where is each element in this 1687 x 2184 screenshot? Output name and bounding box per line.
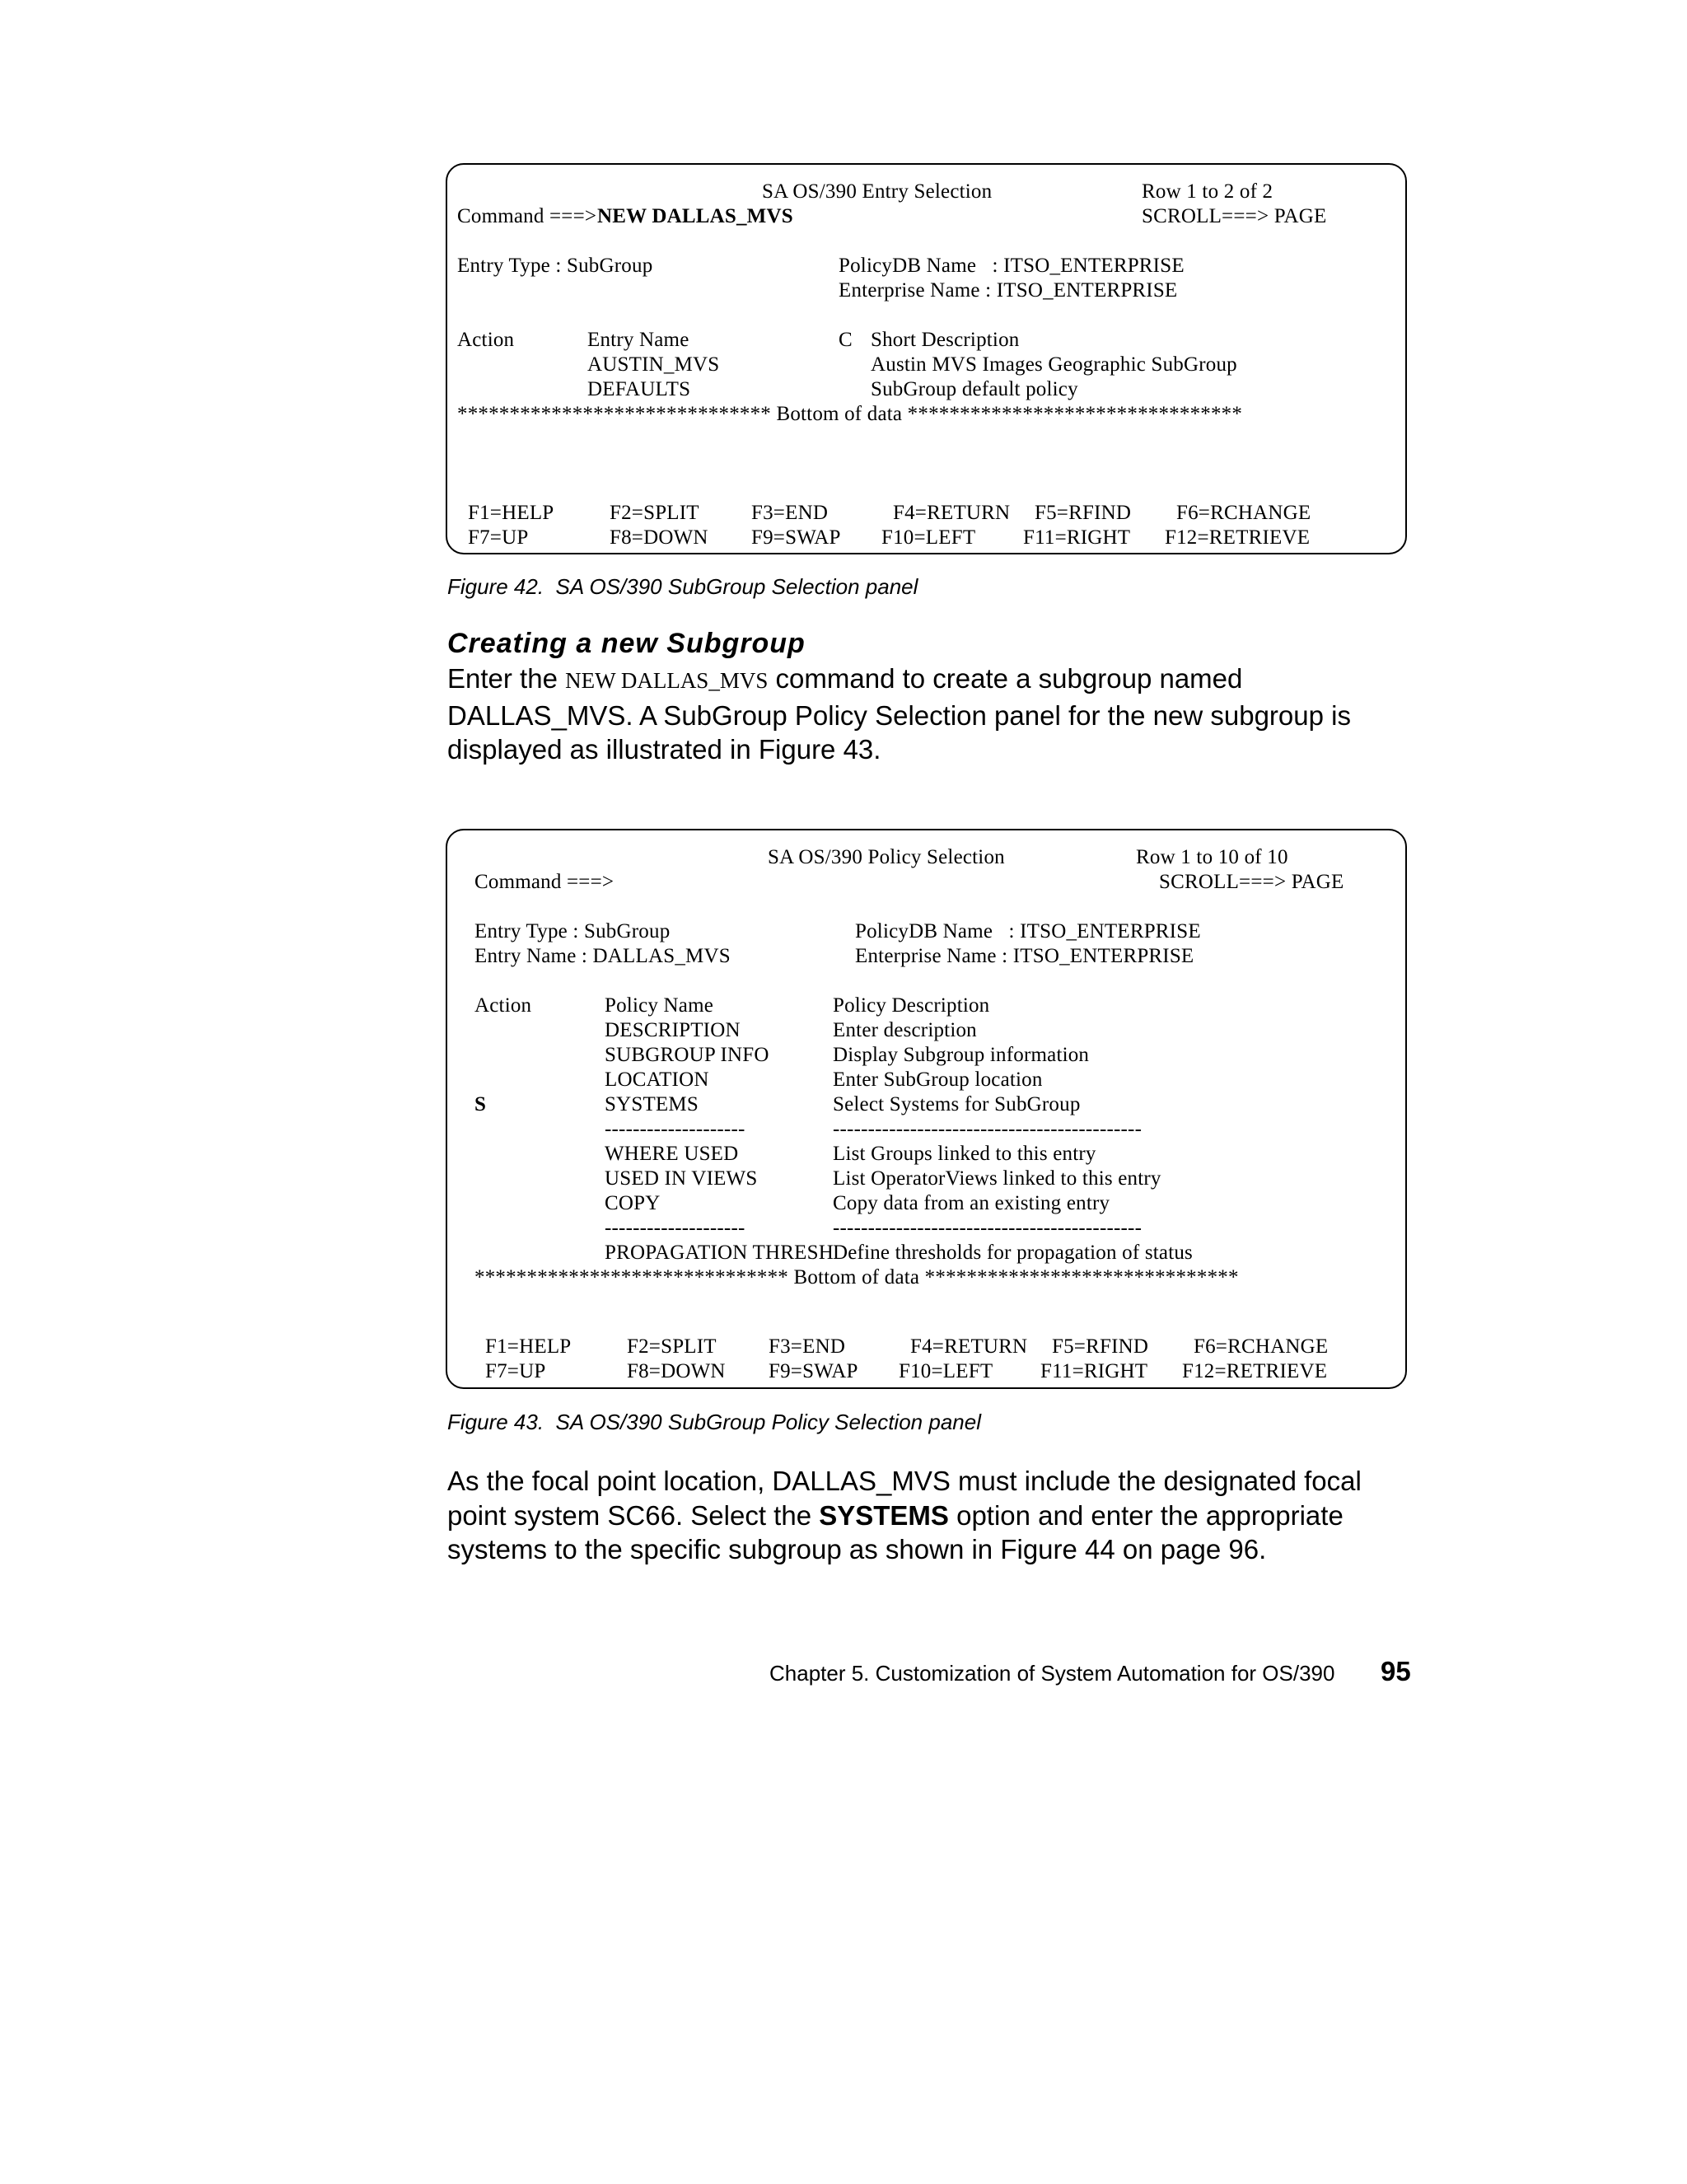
panel-title: SA OS/390 Policy Selection (768, 846, 1005, 868)
fkey-rchange[interactable]: F6=RCHANGE (1176, 502, 1311, 524)
fkey-up[interactable]: F7=UP (468, 526, 529, 549)
enterprise-name: Enterprise Name : ITSO_ENTERPRISE (855, 945, 1194, 967)
fkey-end[interactable]: F3=END (751, 502, 829, 524)
fkey-rfind[interactable]: F5=RFIND (1035, 502, 1132, 524)
policy-description: Display Subgroup information (833, 1044, 1090, 1066)
panel-title: SA OS/390 Entry Selection (762, 180, 993, 203)
command-input[interactable]: NEW DALLAS_MVS (597, 205, 793, 227)
policy-name: DESCRIPTION (605, 1019, 741, 1041)
fkey-return[interactable]: F4=RETURN (910, 1335, 1028, 1358)
entry-type: Entry Type : SubGroup (474, 920, 671, 942)
fkey-help[interactable]: F1=HELP (468, 502, 554, 524)
policy-name: SUBGROUP INFO (605, 1044, 769, 1066)
policy-description: Define thresholds for propagation of status (833, 1242, 1193, 1264)
fkey-split[interactable]: F2=SPLIT (610, 502, 699, 524)
policy-description: Enter description (833, 1019, 977, 1041)
chapter-footer: Chapter 5. Customization of System Automation for OS/390 (769, 1661, 1335, 1686)
enterprise-name: Enterprise Name : ITSO_ENTERPRISE (839, 279, 1178, 302)
column-header-short-description: Short Description (871, 329, 1020, 351)
figure-43-caption: Figure 43. SA OS/390 SubGroup Policy Selection panel (447, 1410, 981, 1434)
fkey-down[interactable]: F8=DOWN (627, 1360, 726, 1382)
fkey-swap[interactable]: F9=SWAP (769, 1360, 858, 1382)
paragraph-create-subgroup: Enter the NEW DALLAS_MVS command to create a subgroup named DALLAS_MVS. A SubGroup Policy Selection panel for the new subgroup is displayed as illustrated in Figure 43. (447, 663, 1351, 765)
entry-name: Entry Name : DALLAS_MVS (474, 945, 731, 967)
fkey-help[interactable]: F1=HELP (485, 1335, 572, 1358)
row-indicator: Row 1 to 2 of 2 (1142, 180, 1273, 203)
policy-name: COPY (605, 1192, 661, 1214)
fkey-end[interactable]: F3=END (769, 1335, 846, 1358)
entry-selection-panel (446, 163, 1407, 554)
policy-description: List Groups linked to this entry (833, 1143, 1096, 1165)
column-header-action: Action (457, 329, 515, 351)
column-header-action: Action (474, 994, 532, 1017)
paragraph-focal-point: As the focal point location, DALLAS_MVS must include the designated focal point system SC66. Select the SYSTEMS option and enter the appropriate systems to the specific subgroup as shown in Figure 44 on page 96. (447, 1466, 1362, 1564)
policy-selection-panel (446, 829, 1407, 1389)
separator: -------------------------------------------- (833, 1118, 1143, 1140)
fkey-return[interactable]: F4=RETURN (893, 502, 1011, 524)
systems-option: SYSTEMS (819, 1499, 949, 1531)
policy-description: Select Systems for SubGroup (833, 1093, 1081, 1115)
policy-name: WHERE USED (605, 1143, 739, 1165)
policydb-name: PolicyDB Name : ITSO_ENTERPRISE (855, 920, 1201, 942)
policy-name: LOCATION (605, 1069, 709, 1091)
scroll-field[interactable]: SCROLL===> PAGE (1142, 205, 1327, 227)
column-header-c: C (839, 329, 853, 351)
command-input[interactable] (616, 870, 946, 895)
bottom-of-data: ****************************** Bottom of data ****************************** (474, 1266, 1239, 1288)
command-label: Command ===> (474, 871, 615, 893)
bottom-of-data: ****************************** Bottom of data ******************************** (457, 403, 1243, 425)
fkey-rchange[interactable]: F6=RCHANGE (1194, 1335, 1329, 1358)
fkey-rfind[interactable]: F5=RFIND (1052, 1335, 1149, 1358)
page-number: 95 (1381, 1656, 1411, 1686)
policy-description: Enter SubGroup location (833, 1069, 1043, 1091)
column-header-policy-description: Policy Description (833, 994, 990, 1017)
row-indicator: Row 1 to 10 of 10 (1136, 846, 1288, 868)
separator: -------------------------------------------- (833, 1217, 1143, 1239)
command-label: Command ===> (457, 205, 597, 227)
figure-42-caption: Figure 42. SA OS/390 SubGroup Selection panel (447, 574, 918, 599)
section-heading: Creating a new Subgroup (447, 628, 806, 659)
fkey-left[interactable]: F10=LEFT (899, 1360, 993, 1382)
entry-name: DEFAULTS (587, 378, 691, 400)
policy-name: SYSTEMS (605, 1093, 699, 1115)
fkey-swap[interactable]: F9=SWAP (751, 526, 841, 549)
column-header-policy-name: Policy Name (605, 994, 714, 1017)
fkey-right[interactable]: F11=RIGHT (1023, 526, 1131, 549)
fkey-up[interactable]: F7=UP (485, 1360, 546, 1382)
policy-description: Copy data from an existing entry (833, 1192, 1110, 1214)
policy-name: PROPAGATION THRESH (605, 1242, 834, 1264)
fkey-down[interactable]: F8=DOWN (610, 526, 708, 549)
policydb-name: PolicyDB Name : ITSO_ENTERPRISE (839, 255, 1185, 277)
entry-description: SubGroup default policy (871, 378, 1078, 400)
policy-name: USED IN VIEWS (605, 1167, 758, 1190)
entry-description: Austin MVS Images Geographic SubGroup (871, 353, 1237, 376)
separator: -------------------- (605, 1118, 745, 1140)
fkey-right[interactable]: F11=RIGHT (1040, 1360, 1148, 1382)
action-field[interactable]: S (474, 1093, 487, 1115)
inline-command: NEW DALLAS_MVS (565, 668, 769, 693)
scroll-field[interactable]: SCROLL===> PAGE (1159, 871, 1344, 893)
fkey-left[interactable]: F10=LEFT (881, 526, 976, 549)
fkey-split[interactable]: F2=SPLIT (627, 1335, 717, 1358)
separator: -------------------- (605, 1217, 745, 1239)
entry-name: AUSTIN_MVS (587, 353, 720, 376)
policy-description: List OperatorViews linked to this entry (833, 1167, 1161, 1190)
fkey-retrieve[interactable]: F12=RETRIEVE (1165, 526, 1311, 549)
entry-type: Entry Type : SubGroup (457, 255, 653, 277)
column-header-entry-name: Entry Name (587, 329, 689, 351)
fkey-retrieve[interactable]: F12=RETRIEVE (1182, 1360, 1328, 1382)
